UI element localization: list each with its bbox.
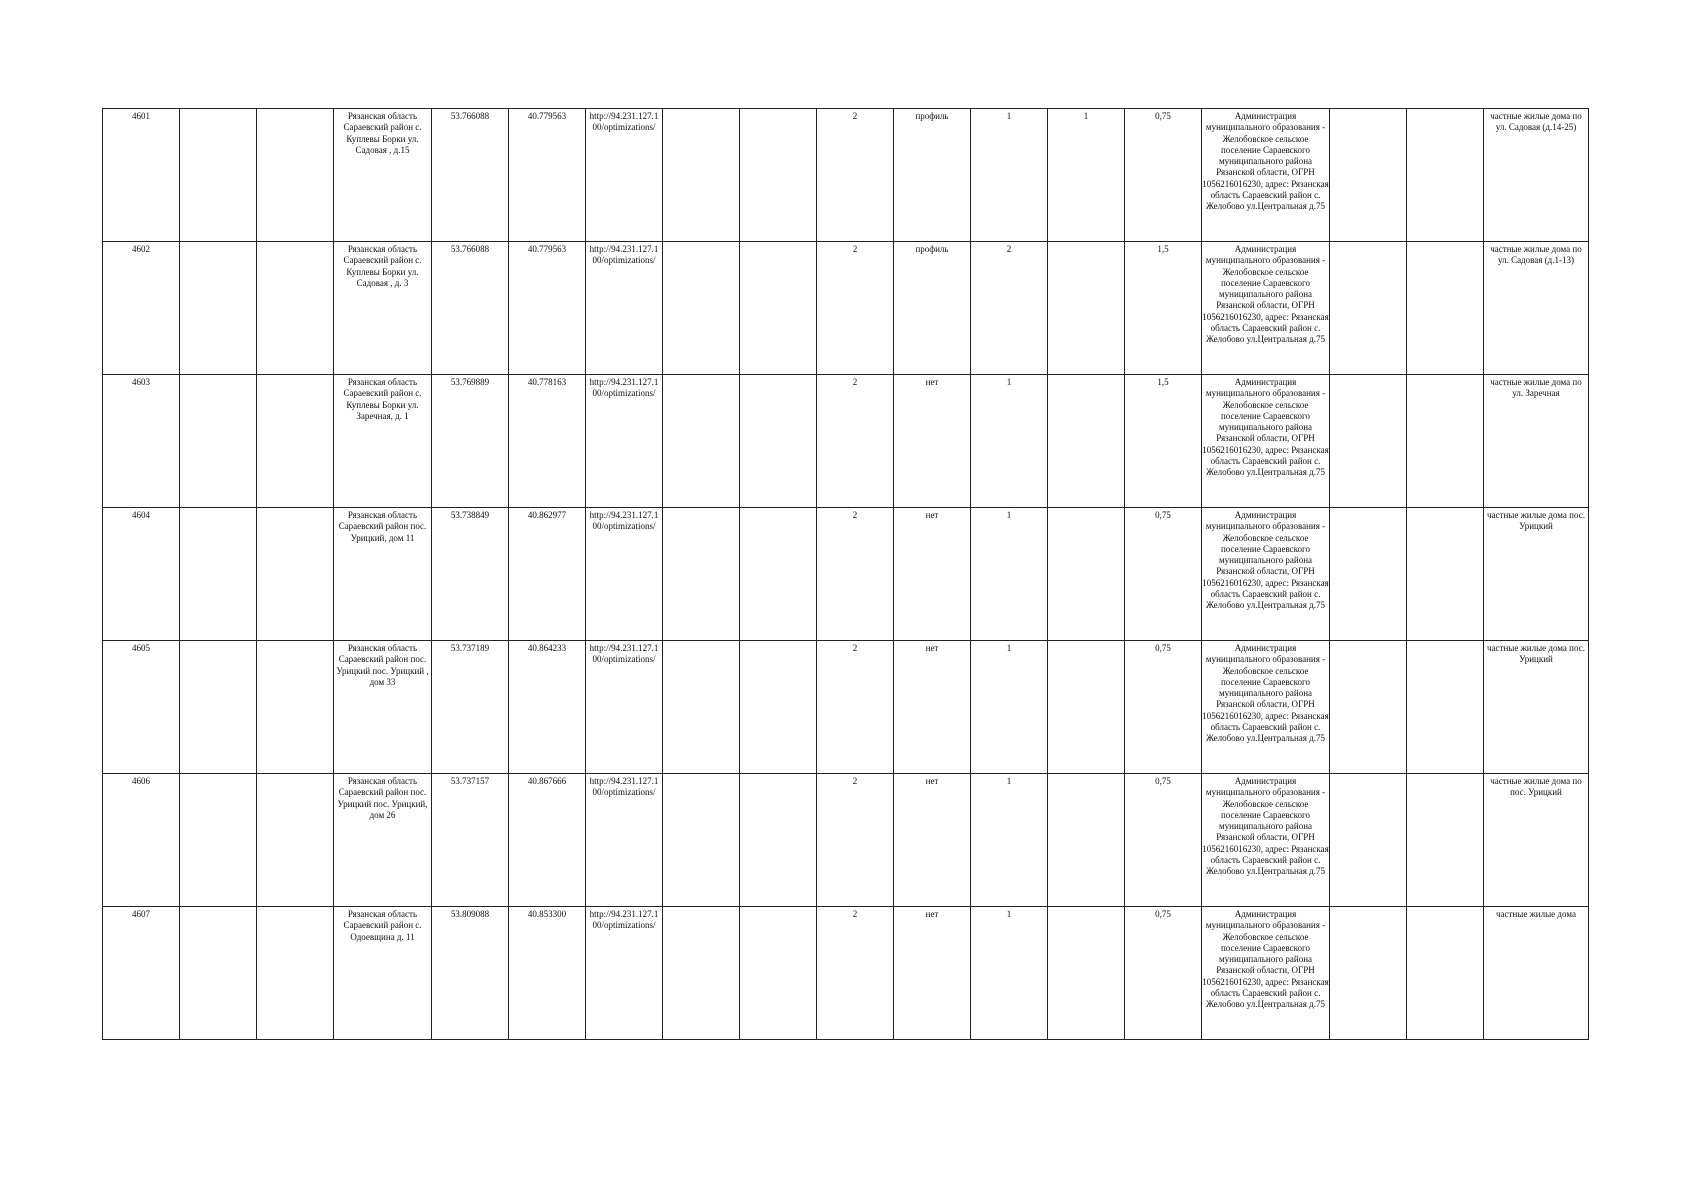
latitude-cell: 53.809088	[432, 907, 509, 1040]
longitude-cell: 40.853300	[509, 907, 586, 1040]
url-cell: http://94.231.127.100/optimizations/	[586, 907, 663, 1040]
empty-cell	[180, 508, 257, 641]
empty-cell	[1407, 375, 1484, 508]
url-cell: http://94.231.127.100/optimizations/	[586, 774, 663, 907]
empty-cell	[180, 242, 257, 375]
empty-cell	[663, 641, 740, 774]
empty-cell	[663, 109, 740, 242]
row-number-cell: 4604	[103, 508, 180, 641]
table-row	[103, 242, 1589, 375]
longitude-cell: 40.867666	[509, 774, 586, 907]
manager-cell: Администрация муниципального образования - Желобовское сельское поселение Сараевского муниципального района Рязанской области, ОГРН 1056216016230, адрес: Рязанская область Сараевский район с. Желобово ул.Центральная д.75	[1202, 508, 1330, 641]
table-row	[103, 375, 1589, 508]
address-cell: Рязанская область Сараевский район с. Куплевы Борки ул. Садовая , д.15	[334, 109, 432, 242]
count-cell: 2	[817, 109, 894, 242]
count-cell: 2	[817, 641, 894, 774]
empty-cell	[740, 242, 817, 375]
empty-cell	[740, 907, 817, 1040]
latitude-cell: 53.769889	[432, 375, 509, 508]
empty-cell	[740, 774, 817, 907]
empty-cell	[1407, 774, 1484, 907]
sources-cell: частные жилые дома пос. Урицкий	[1484, 641, 1589, 774]
empty-cell	[180, 907, 257, 1040]
sources-cell: частные жилые дома по ул. Садовая (д.14-25)	[1484, 109, 1589, 242]
empty-cell	[1330, 508, 1407, 641]
empty-cell	[1330, 242, 1407, 375]
empty-cell	[1407, 508, 1484, 641]
empty-cell	[257, 641, 334, 774]
empty-cell	[257, 109, 334, 242]
empty-cell	[1407, 242, 1484, 375]
empty-cell	[1330, 109, 1407, 242]
volume-cell: 0,75	[1125, 641, 1202, 774]
latitude-cell: 53.737189	[432, 641, 509, 774]
cover-cell: профиль	[894, 242, 971, 375]
url-cell: http://94.231.127.100/optimizations/	[586, 508, 663, 641]
empty-cell	[1330, 641, 1407, 774]
row-number-cell: 4601	[103, 109, 180, 242]
empty-cell	[257, 774, 334, 907]
cover-cell: нет	[894, 375, 971, 508]
volume-cell: 0,75	[1125, 774, 1202, 907]
address-cell: Рязанская область Сараевский район с. Куплевы Борки ул. Заречная, д. 1	[334, 375, 432, 508]
volume-cell: 0,75	[1125, 508, 1202, 641]
table-row	[103, 508, 1589, 641]
empty-cell	[740, 375, 817, 508]
manager-cell: Администрация муниципального образования - Желобовское сельское поселение Сараевского муниципального района Рязанской области, ОГРН 1056216016230, адрес: Рязанская область Сараевский район с. Желобово ул.Центральная д.75	[1202, 641, 1330, 774]
count-cell: 2	[817, 907, 894, 1040]
empty-cell	[1330, 375, 1407, 508]
containers-cell: 1	[971, 109, 1048, 242]
longitude-cell: 40.864233	[509, 641, 586, 774]
empty-cell	[740, 508, 817, 641]
sources-cell: частные жилые дома по ул. Садовая (д.1-13)	[1484, 242, 1589, 375]
table-row	[103, 774, 1589, 907]
empty-cell	[180, 109, 257, 242]
planned-containers-cell	[1048, 774, 1125, 907]
url-cell: http://94.231.127.100/optimizations/	[586, 242, 663, 375]
volume-cell: 0,75	[1125, 109, 1202, 242]
planned-containers-cell	[1048, 508, 1125, 641]
empty-cell	[740, 109, 817, 242]
count-cell: 2	[817, 375, 894, 508]
table-row	[103, 907, 1589, 1040]
manager-cell: Администрация муниципального образования - Желобовское сельское поселение Сараевского муниципального района Рязанской области, ОГРН 1056216016230, адрес: Рязанская область Сараевский район с. Желобово ул.Центральная д.75	[1202, 774, 1330, 907]
planned-containers-cell	[1048, 907, 1125, 1040]
empty-cell	[180, 641, 257, 774]
latitude-cell: 53.766088	[432, 242, 509, 375]
address-cell: Рязанская область Сараевский район пос. Урицкий пос. Урицкий , дом 33	[334, 641, 432, 774]
empty-cell	[1330, 907, 1407, 1040]
volume-cell: 1,5	[1125, 375, 1202, 508]
containers-cell: 1	[971, 774, 1048, 907]
address-cell: Рязанская область Сараевский район с. Куплевы Борки ул. Садовая , д. 3	[334, 242, 432, 375]
longitude-cell: 40.862977	[509, 508, 586, 641]
empty-cell	[257, 375, 334, 508]
address-cell: Рязанская область Сараевский район пос. Урицкий пос. Урицкий, дом 26	[334, 774, 432, 907]
row-number-cell: 4602	[103, 242, 180, 375]
planned-containers-cell	[1048, 242, 1125, 375]
empty-cell	[663, 242, 740, 375]
manager-cell: Администрация муниципального образования - Желобовское сельское поселение Сараевского муниципального района Рязанской области, ОГРН 1056216016230, адрес: Рязанская область Сараевский район с. Желобово ул.Центральная д.75	[1202, 109, 1330, 242]
containers-cell: 2	[971, 242, 1048, 375]
registry-body	[103, 109, 1589, 1040]
empty-cell	[257, 508, 334, 641]
count-cell: 2	[817, 508, 894, 641]
containers-cell: 1	[971, 641, 1048, 774]
longitude-cell: 40.778163	[509, 375, 586, 508]
containers-cell: 1	[971, 375, 1048, 508]
cover-cell: нет	[894, 508, 971, 641]
empty-cell	[663, 907, 740, 1040]
empty-cell	[663, 774, 740, 907]
empty-cell	[740, 641, 817, 774]
volume-cell: 1,5	[1125, 242, 1202, 375]
sources-cell: частные жилые дома	[1484, 907, 1589, 1040]
cover-cell: нет	[894, 774, 971, 907]
empty-cell	[257, 907, 334, 1040]
count-cell: 2	[817, 774, 894, 907]
row-number-cell: 4606	[103, 774, 180, 907]
address-cell: Рязанская область Сараевский район пос. Урицкий, дом 11	[334, 508, 432, 641]
longitude-cell: 40.779563	[509, 109, 586, 242]
planned-containers-cell	[1048, 641, 1125, 774]
manager-cell: Администрация муниципального образования - Желобовское сельское поселение Сараевского муниципального района Рязанской области, ОГРН 1056216016230, адрес: Рязанская область Сараевский район с. Желобово ул.Центральная д.75	[1202, 375, 1330, 508]
registry-table	[102, 108, 1589, 1040]
count-cell: 2	[817, 242, 894, 375]
row-number-cell: 4603	[103, 375, 180, 508]
cover-cell: нет	[894, 907, 971, 1040]
empty-cell	[1407, 641, 1484, 774]
volume-cell: 0,75	[1125, 907, 1202, 1040]
url-cell: http://94.231.127.100/optimizations/	[586, 641, 663, 774]
cover-cell: нет	[894, 641, 971, 774]
url-cell: http://94.231.127.100/optimizations/	[586, 375, 663, 508]
empty-cell	[663, 508, 740, 641]
table-row	[103, 109, 1589, 242]
containers-cell: 1	[971, 907, 1048, 1040]
empty-cell	[1407, 907, 1484, 1040]
longitude-cell: 40.779563	[509, 242, 586, 375]
planned-containers-cell: 1	[1048, 109, 1125, 242]
table-row	[103, 641, 1589, 774]
empty-cell	[180, 774, 257, 907]
row-number-cell: 4605	[103, 641, 180, 774]
sources-cell: частные жилые дома пос. Урицкий	[1484, 508, 1589, 641]
empty-cell	[180, 375, 257, 508]
row-number-cell: 4607	[103, 907, 180, 1040]
latitude-cell: 53.738849	[432, 508, 509, 641]
url-cell: http://94.231.127.100/optimizations/	[586, 109, 663, 242]
sources-cell: частные жилые дома по пос. Урицкий	[1484, 774, 1589, 907]
planned-containers-cell	[1048, 375, 1125, 508]
containers-cell: 1	[971, 508, 1048, 641]
empty-cell	[1407, 109, 1484, 242]
manager-cell: Администрация муниципального образования - Желобовское сельское поселение Сараевского муниципального района Рязанской области, ОГРН 1056216016230, адрес: Рязанская область Сараевский район с. Желобово ул.Центральная д.75	[1202, 242, 1330, 375]
empty-cell	[1330, 774, 1407, 907]
empty-cell	[663, 375, 740, 508]
address-cell: Рязанская область Сараевский район с. Одоевщина д. 11	[334, 907, 432, 1040]
empty-cell	[257, 242, 334, 375]
sources-cell: частные жилые дома по ул. Заречная	[1484, 375, 1589, 508]
manager-cell: Администрация муниципального образования - Желобовское сельское поселение Сараевского муниципального района Рязанской области, ОГРН 1056216016230, адрес: Рязанская область Сараевский район с. Желобово ул.Центральная д.75	[1202, 907, 1330, 1040]
cover-cell: профиль	[894, 109, 971, 242]
latitude-cell: 53.766088	[432, 109, 509, 242]
latitude-cell: 53.737157	[432, 774, 509, 907]
